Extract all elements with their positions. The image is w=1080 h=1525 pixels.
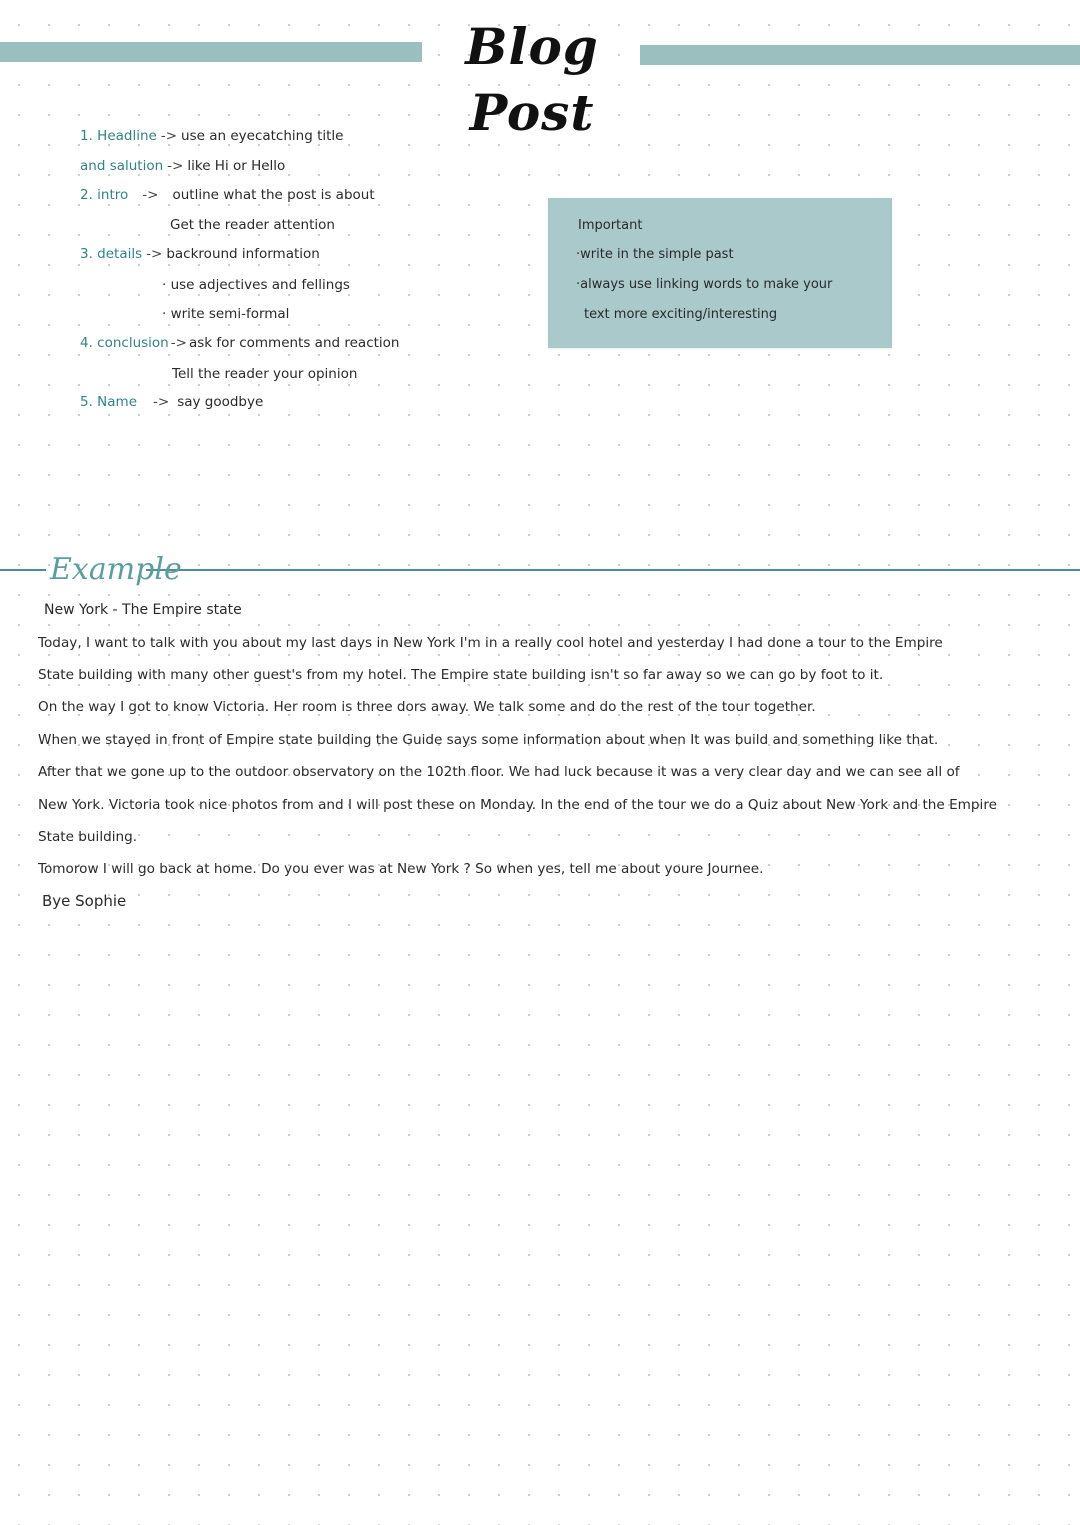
example-heading: New York - The Empire state — [44, 602, 242, 618]
note-name — [80, 393, 263, 411]
example-line: After that we gone up to the outdoor observatory on the 102th floor. We had luck because it was a very clear day and we can see all of — [38, 764, 960, 780]
important-item: ·write in the simple past — [576, 247, 734, 262]
example-line: State building. — [38, 829, 138, 845]
important-item: text more exciting/interesting — [584, 307, 778, 322]
note-intro-sub: Get the reader attention — [170, 217, 335, 233]
title-banner-left — [0, 42, 422, 62]
note-label: 2. intro — [80, 187, 129, 203]
arrow-icon: -> — [142, 187, 159, 203]
arrow-icon: -> — [170, 335, 187, 351]
note-text: use an eyecatching title — [181, 128, 344, 144]
note-label: 5. Name — [80, 394, 137, 410]
arrow-icon: -> — [153, 394, 170, 410]
note-conclusion — [80, 334, 399, 352]
title-banner-right — [640, 45, 1080, 65]
note-label: 3. details — [80, 246, 143, 262]
important-item: ·always use linking words to make your — [576, 277, 833, 292]
note-label: and salution — [80, 158, 164, 174]
example-line: Today, I want to talk with you about my last days in New York I'm in a really cool hotel and yesterday I had done a tour to the Empire — [38, 635, 943, 651]
arrow-icon: -> — [146, 246, 163, 262]
arrow-icon: -> — [167, 158, 184, 174]
important-title: Important — [578, 218, 643, 233]
note-text: ask for comments and reaction — [188, 335, 400, 351]
note-label: 4. conclusion — [80, 335, 169, 351]
note-details — [80, 245, 320, 263]
note-text: outline what the post is about — [172, 187, 375, 203]
example-divider-right — [146, 569, 1080, 571]
important-box — [548, 198, 892, 348]
note-details-sub-2: · write semi-formal — [162, 306, 290, 322]
note-label: 1. Headline — [80, 128, 157, 144]
arrow-icon: -> — [160, 128, 178, 144]
example-line: State building with many other guest's from my hotel. The Empire state building isn't so far away so we can go by foot to it. — [38, 667, 884, 683]
note-details-sub-1: · use adjectives and fellings — [162, 277, 350, 293]
note-headline — [80, 127, 343, 145]
note-intro — [80, 186, 375, 204]
example-line: New York. Victoria took nice photos from and I will post these on Monday. In the end of the tour we do a Quiz about New York and the Empire — [38, 797, 997, 813]
example-signoff: Bye Sophie — [42, 892, 127, 910]
example-divider-left — [0, 569, 46, 571]
example-line: When we stayed in front of Empire state building the Guide says some information about when It was build and something like that. — [38, 732, 939, 748]
page-title: Blog Post — [465, 17, 599, 142]
note-text: backround information — [166, 246, 320, 262]
example-label: Example — [50, 552, 182, 587]
note-salution — [80, 157, 285, 175]
note-conclusion-sub: Tell the reader your opinion — [172, 366, 358, 382]
note-text: say goodbye — [177, 394, 264, 410]
note-text: like Hi or Hello — [187, 158, 286, 174]
example-line: Tomorow I will go back at home. Do you ever was at New York ? So when yes, tell me about youre Journee. — [38, 861, 764, 877]
example-line: On the way I got to know Victoria. Her room is three dors away. We talk some and do the rest of the tour together. — [38, 699, 816, 715]
